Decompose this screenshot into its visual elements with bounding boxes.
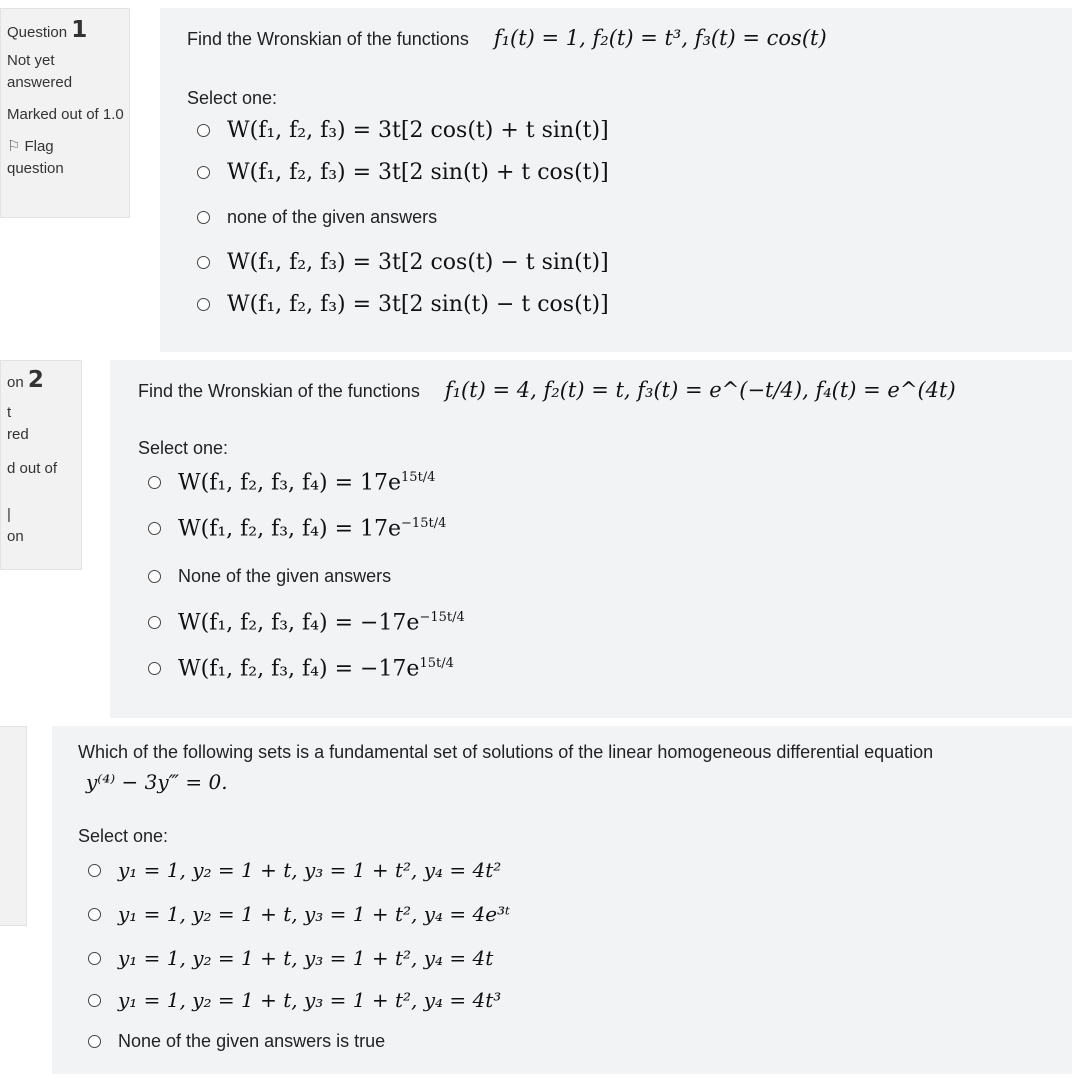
question-status: Not yet answered [7, 52, 73, 91]
question-text-3: Which of the following sets is a fundamental set of solutions of the linear homogeneous differential equation [78, 742, 934, 762]
question-info-2: on 2 t red d out of | on [0, 360, 82, 570]
answer-option[interactable]: W(f₁, f₂, f₃) = 3t[2 cos(t) − t sin(t)] [197, 250, 609, 275]
select-one-label: Select one: [187, 88, 278, 108]
differential-equation: y⁽⁴⁾ − 3y‴ = 0. [86, 770, 228, 794]
functions-expression: f₁(t) = 4, f₂(t) = t, f₃(t) = e^(−t/4), f₄(t) = e^(4t) [444, 378, 956, 402]
radio-button[interactable] [148, 570, 161, 583]
functions-expression: f₁(t) = 1, f₂(t) = t³, f₃(t) = cos(t) [493, 26, 827, 50]
flag-icon: ⚐ [7, 138, 21, 155]
question-number-label: Question 1 [7, 17, 88, 43]
answer-option[interactable]: W(f₁, f₂, f₃, $f_4) = 17e^{15t/4}$ [148, 470, 435, 495]
answer-option[interactable]: none of the given answers [197, 207, 437, 228]
radio-button[interactable] [197, 256, 210, 269]
select-one-label: Select one: [78, 826, 169, 846]
radio-button[interactable] [88, 864, 101, 877]
question-text-2: Find the Wronskian of the functions f₁(t) = 4, f₂(t) = t, f₃(t) = e^(−t/4), f₄(t) = e^(4t) [138, 378, 956, 402]
radio-button[interactable] [88, 908, 101, 921]
question-info-1 [0, 8, 130, 218]
answer-option[interactable]: W(f₁, f₂, f₃) = 3t[2 cos(t) + t sin(t)] [197, 118, 609, 143]
answer-option[interactable]: None of the given answers is true [88, 1031, 385, 1052]
question-marks: Marked out of 1.0 [7, 106, 124, 123]
answer-option[interactable]: W(f₁, f₂, f₃, $f_4) = 17e^{-15t/4}$ [148, 516, 446, 541]
question-number-label: on 2 [7, 367, 44, 393]
radio-button[interactable] [197, 166, 210, 179]
answer-option[interactable]: W(f₁, f₂, f₃) = 3t[2 sin(t) + t cos(t)] [197, 160, 609, 185]
answer-option[interactable]: W(f₁, f₂, f₃, $f_4) = -17e^{-15t/4}$ [148, 610, 465, 635]
radio-button[interactable] [197, 211, 210, 224]
radio-button[interactable] [148, 616, 161, 629]
answer-option[interactable]: W(f₁, f₂, f₃, $f_4) = -17e^{15t/4}$ [148, 656, 454, 681]
select-one-label: Select one: [138, 438, 229, 458]
radio-button[interactable] [88, 994, 101, 1007]
radio-button[interactable] [197, 298, 210, 311]
answer-option[interactable]: None of the given answers [148, 566, 391, 587]
radio-button[interactable] [148, 476, 161, 489]
radio-button[interactable] [88, 1035, 101, 1048]
radio-button[interactable] [148, 662, 161, 675]
radio-button[interactable] [88, 952, 101, 965]
answer-option[interactable]: y₁ = 1, y₂ = 1 + t, y₃ = 1 + t², y₄ = 4t² [88, 858, 501, 882]
radio-button[interactable] [148, 522, 161, 535]
answer-option[interactable]: W(f₁, f₂, f₃) = 3t[2 sin(t) − t cos(t)] [197, 292, 609, 317]
flag-question-link[interactable]: ⚐ Flag question [7, 138, 64, 177]
question-info-3 [0, 726, 27, 926]
question-text-1: Find the Wronskian of the functions f₁(t) = 1, f₂(t) = t³, f₃(t) = cos(t) [187, 26, 827, 50]
answer-option[interactable]: y₁ = 1, y₂ = 1 + t, y₃ = 1 + t², y₄ = 4t³ [88, 988, 501, 1012]
answer-option[interactable]: y₁ = 1, y₂ = 1 + t, y₃ = 1 + t², y₄ = 4e³ᵗ [88, 902, 510, 926]
radio-button[interactable] [197, 124, 210, 137]
answer-option[interactable]: y₁ = 1, y₂ = 1 + t, y₃ = 1 + t², y₄ = 4t [88, 946, 493, 970]
